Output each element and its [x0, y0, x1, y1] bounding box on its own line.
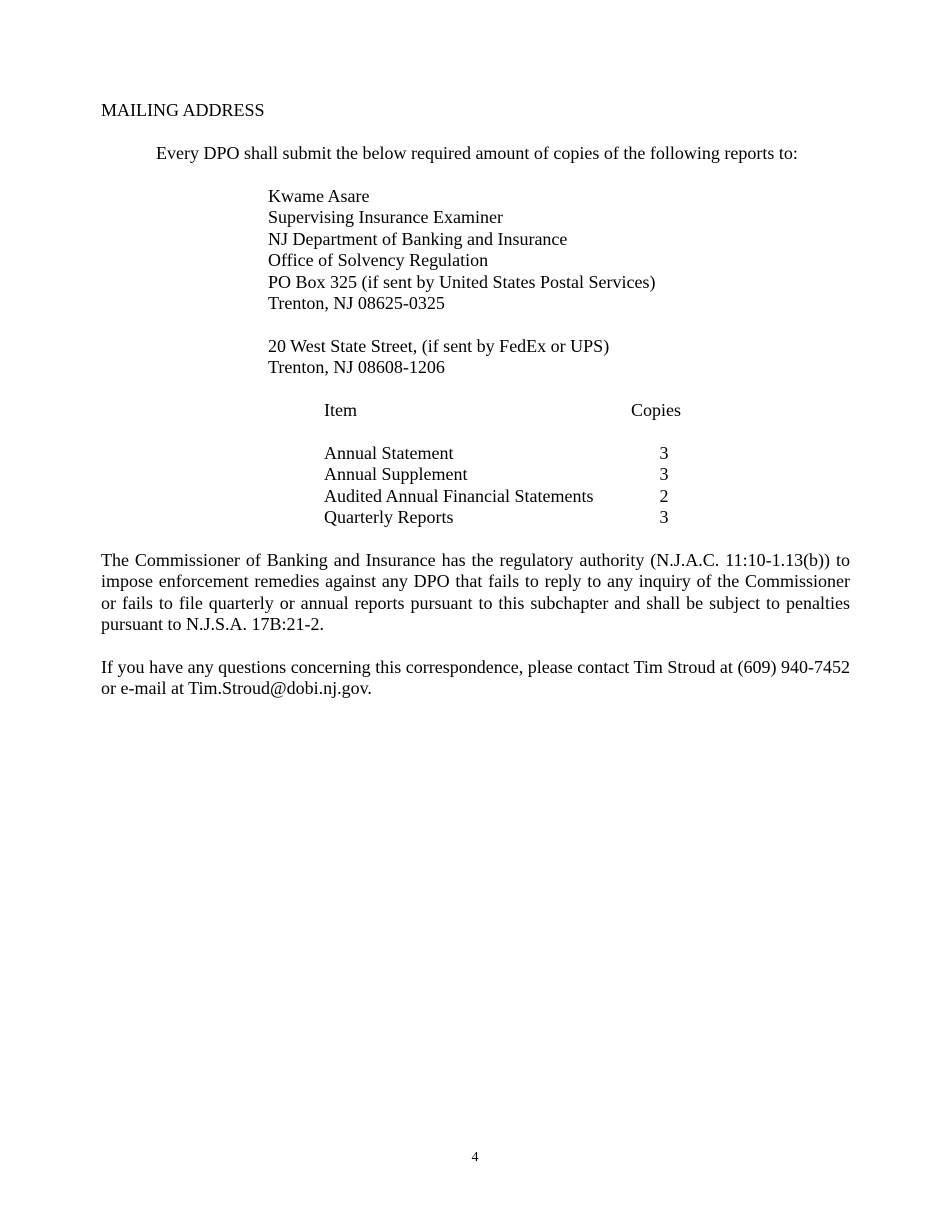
table-cell-item: Quarterly Reports	[324, 506, 454, 527]
section-heading: MAILING ADDRESS	[101, 100, 265, 120]
authority-paragraph: The Commissioner of Banking and Insurance has the regulatory authority (N.J.A.C. 11:10-1.13(b)) to impose enforcement remedies against any DPO that fails to reply to any inquiry of the Commissioner or fails to file quarterly or annual reports pursuant to this subchapter and shall be subject to penalties pursuant to N.J.S.A. 17B:21-2.	[101, 550, 850, 635]
table-cell-copies: 3	[659, 506, 669, 527]
table-cell-copies: 2	[659, 485, 669, 506]
courier-address-street: 20 West State Street, (if sent by FedEx or UPS)	[268, 336, 610, 356]
address-department: NJ Department of Banking and Insurance	[268, 228, 568, 249]
address-po-box: PO Box 325 (if sent by United States Postal Services)	[268, 271, 656, 292]
table-row	[324, 486, 704, 507]
table-header-copies: Copies	[631, 400, 682, 420]
table-cell-copies: 3	[659, 442, 669, 463]
table-header-row	[324, 400, 704, 421]
address-recipient-title: Supervising Insurance Examiner	[268, 207, 503, 228]
table-header-item: Item	[324, 400, 357, 420]
table-cell-item: Audited Annual Financial Statements	[324, 485, 594, 506]
address-recipient-name: Kwame Asare	[268, 186, 370, 206]
mailing-address-block	[268, 186, 655, 314]
intro-sentence: Every DPO shall submit the below required amount of copies of the following reports to:	[156, 143, 798, 163]
courier-address-city-zip: Trenton, NJ 08608-1206	[268, 357, 445, 378]
table-row	[324, 507, 704, 528]
table-row	[324, 464, 704, 485]
table-cell-item: Annual Supplement	[324, 464, 468, 485]
courier-address-block	[268, 336, 609, 379]
address-office: Office of Solvency Regulation	[268, 250, 489, 271]
table-cell-item: Annual Statement	[324, 442, 454, 463]
contact-paragraph: If you have any questions concerning this correspondence, please contact Tim Stroud at (609) 940-7452 or e-mail at Tim.Stroud@dobi.nj.gov.	[101, 657, 850, 699]
table-cell-copies: 3	[659, 464, 669, 485]
report-copies-table	[324, 400, 704, 528]
table-row	[324, 443, 704, 464]
address-city-zip: Trenton, NJ 08625-0325	[268, 293, 445, 314]
page-number: 4	[471, 1150, 479, 1165]
